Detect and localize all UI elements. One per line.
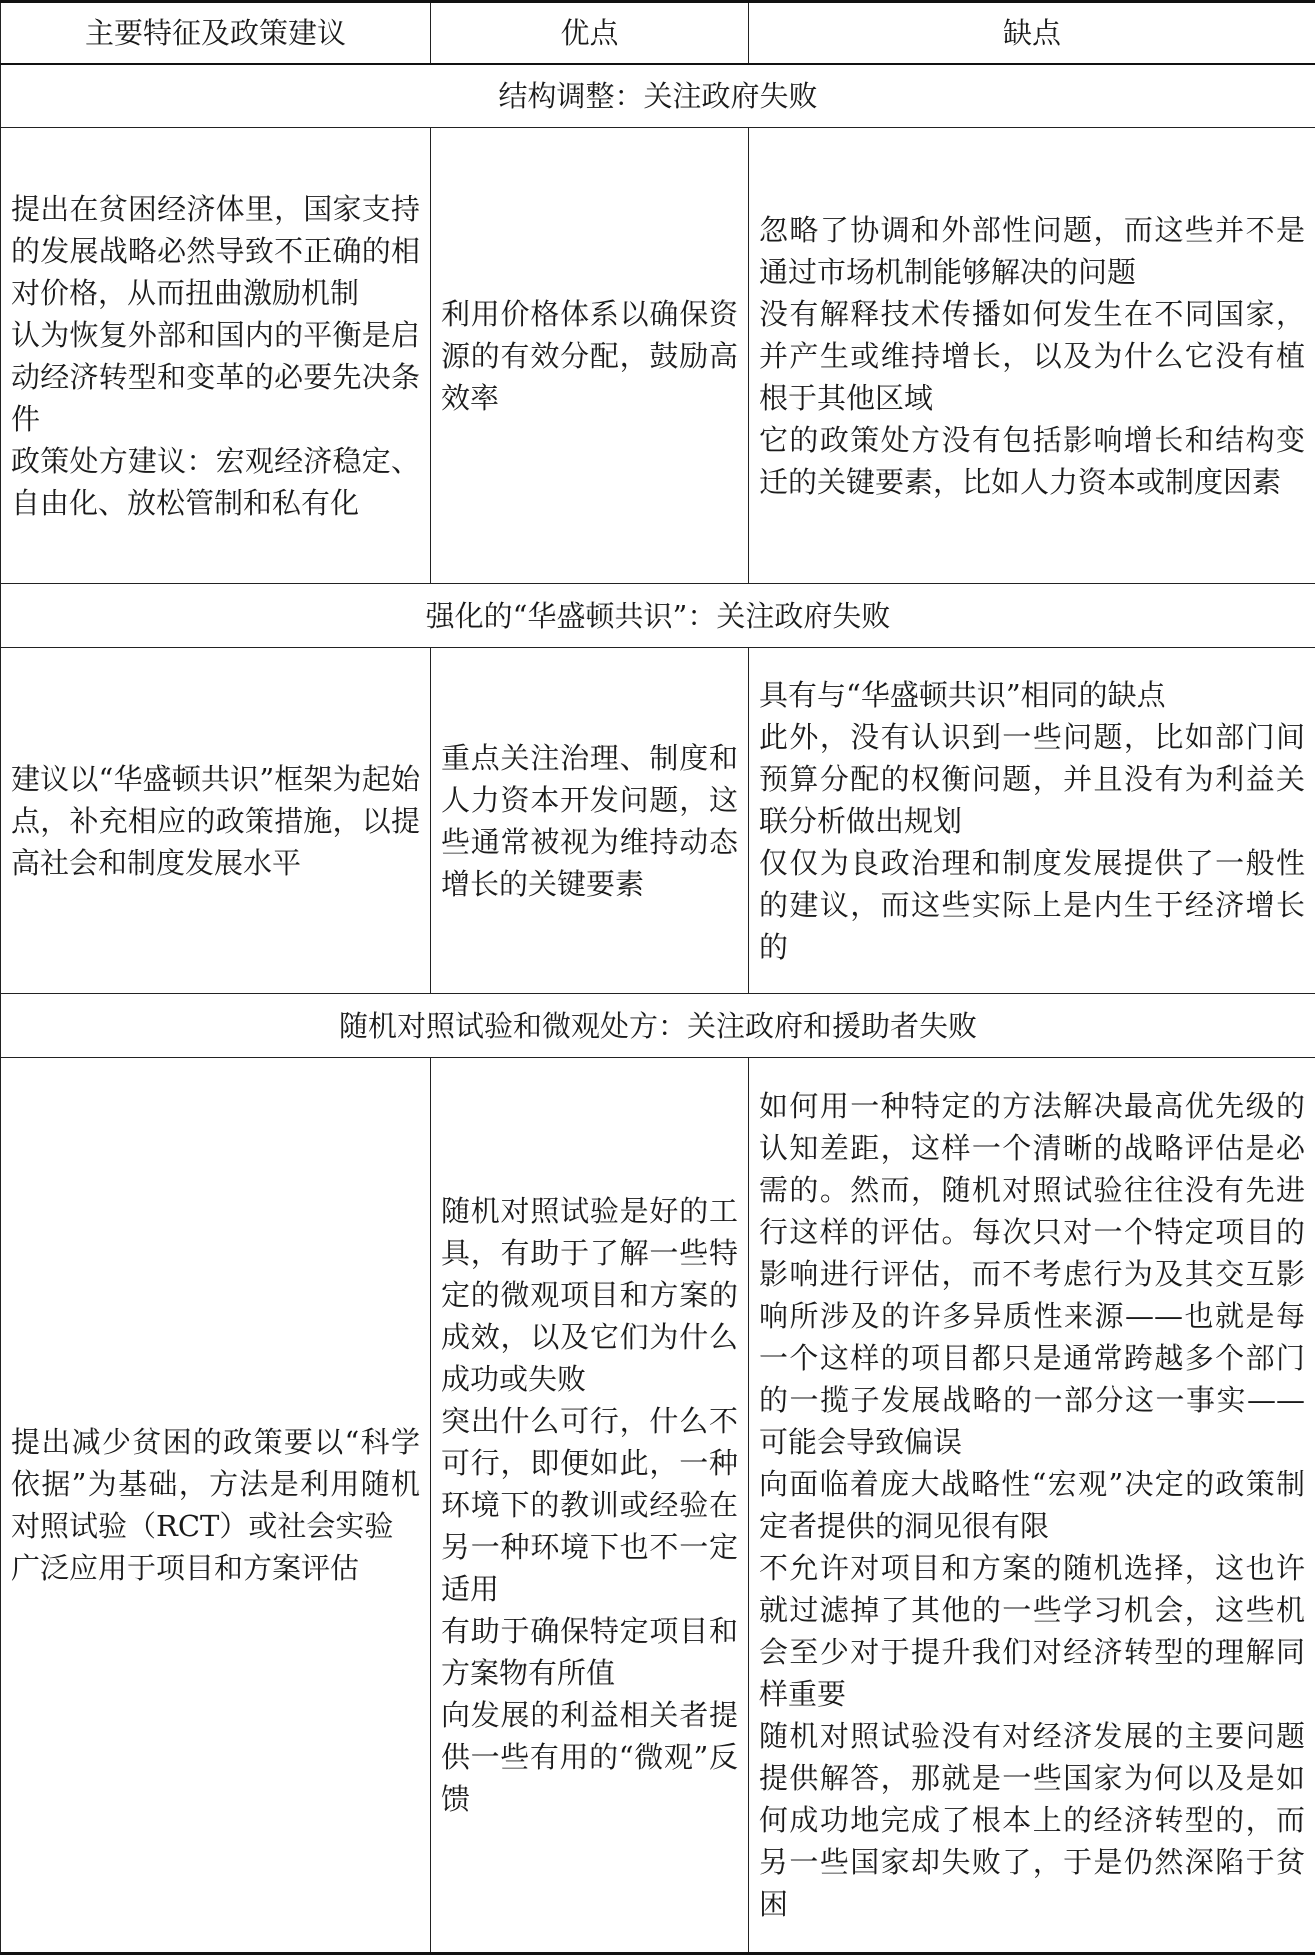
pro-item: 利用价格体系以确保资源的有效分配，鼓励高效率 [441,293,738,419]
header-cons: 缺点 [749,2,1315,64]
pros-cell [431,128,749,584]
pro-item: 随机对照试验是好的工具，有助于了解一些特定的微观项目和方案的成效，以及它们为什么成功或失败 [441,1190,738,1400]
pro-item: 重点关注治理、制度和人力资本开发问题，这些通常被视为维持动态增长的关键要素 [441,737,738,905]
feature-item: 政策处方建议：宏观经济稳定、自由化、放松管制和私有化 [11,440,420,524]
con-item: 如何用一种特定的方法解决最高优先级的认知差距，这样一个清晰的战略评估是必需的。然而，随机对照试验往往没有先进行这样的评估。每次只对一个特定项目的影响进行评估，而不考虑行为及其交互影响所涉及的许多异质性来源——也就是每一个这样的项目都只是通常跨越多个部门的一揽子发展战略的一部分这一事实——可能会导致偏误 [759,1085,1305,1463]
con-item: 仅仅为良政治理和制度发展提供了一般性的建议，而这些实际上是内生于经济增长的 [759,842,1305,968]
section-title: 强化的“华盛顿共识”：关注政府失败 [1,584,1315,648]
section-content-row [1,128,1315,584]
pro-item: 突出什么可行，什么不可行，即便如此，一种环境下的教训或经验在另一种环境下也不一定适用 [441,1400,738,1610]
con-item: 没有解释技术传播如何发生在不同国家，并产生或维持增长，以及为什么它没有植根于其他区域 [759,293,1305,419]
header-features: 主要特征及政策建议 [1,2,431,64]
con-item: 它的政策处方没有包括影响增长和结构变迁的关键要素，比如人力资本或制度因素 [759,419,1305,503]
section-title-row [1,64,1315,128]
section-title: 随机对照试验和微观处方：关注政府和援助者失败 [1,994,1315,1058]
feature-item: 建议以“华盛顿共识”框架为起始点，补充相应的政策措施，以提高社会和制度发展水平 [11,758,420,884]
section-title: 结构调整：关注政府失败 [1,64,1315,128]
pros-cell [431,1058,749,1954]
pros-cell [431,648,749,994]
features-cell [1,1058,431,1954]
section-title-row [1,584,1315,648]
con-item: 随机对照试验没有对经济发展的主要问题提供解答，那就是一些国家为何以及是如何成功地完成了根本上的经济转型的，而另一些国家却失败了，于是仍然深陷于贫困 [759,1715,1305,1925]
feature-item: 认为恢复外部和国内的平衡是启动经济转型和变革的必要先决条件 [11,314,420,440]
con-item: 具有与“华盛顿共识”相同的缺点 [759,674,1305,716]
header-pros: 优点 [431,2,749,64]
section-title-row [1,994,1315,1058]
features-cell [1,128,431,584]
header-row [1,2,1315,64]
section-content-row [1,1058,1315,1954]
con-item: 忽略了协调和外部性问题，而这些并不是通过市场机制能够解决的问题 [759,209,1305,293]
feature-item: 提出减少贫困的政策要以“科学依据”为基础，方法是利用随机对照试验（RCT）或社会实验 [11,1421,420,1547]
feature-item: 提出在贫困经济体里，国家支持的发展战略必然导致不正确的相对价格，从而扭曲激励机制 [11,188,420,314]
con-item: 此外，没有认识到一些问题，比如部门间预算分配的权衡问题，并且没有为利益关联分析做出规划 [759,716,1305,842]
cons-cell [749,648,1315,994]
cons-cell [749,1058,1315,1954]
features-cell [1,648,431,994]
pro-item: 向发展的利益相关者提供一些有用的“微观”反馈 [441,1694,738,1820]
con-item: 向面临着庞大战略性“宏观”决定的政策制定者提供的洞见很有限 [759,1463,1305,1547]
cons-cell [749,128,1315,584]
con-item: 不允许对项目和方案的随机选择，这也许就过滤掉了其他的一些学习机会，这些机会至少对于提升我们对经济转型的理解同样重要 [759,1547,1305,1715]
pro-item: 有助于确保特定项目和方案物有所值 [441,1610,738,1694]
section-content-row [1,648,1315,994]
feature-item: 广泛应用于项目和方案评估 [11,1547,420,1589]
